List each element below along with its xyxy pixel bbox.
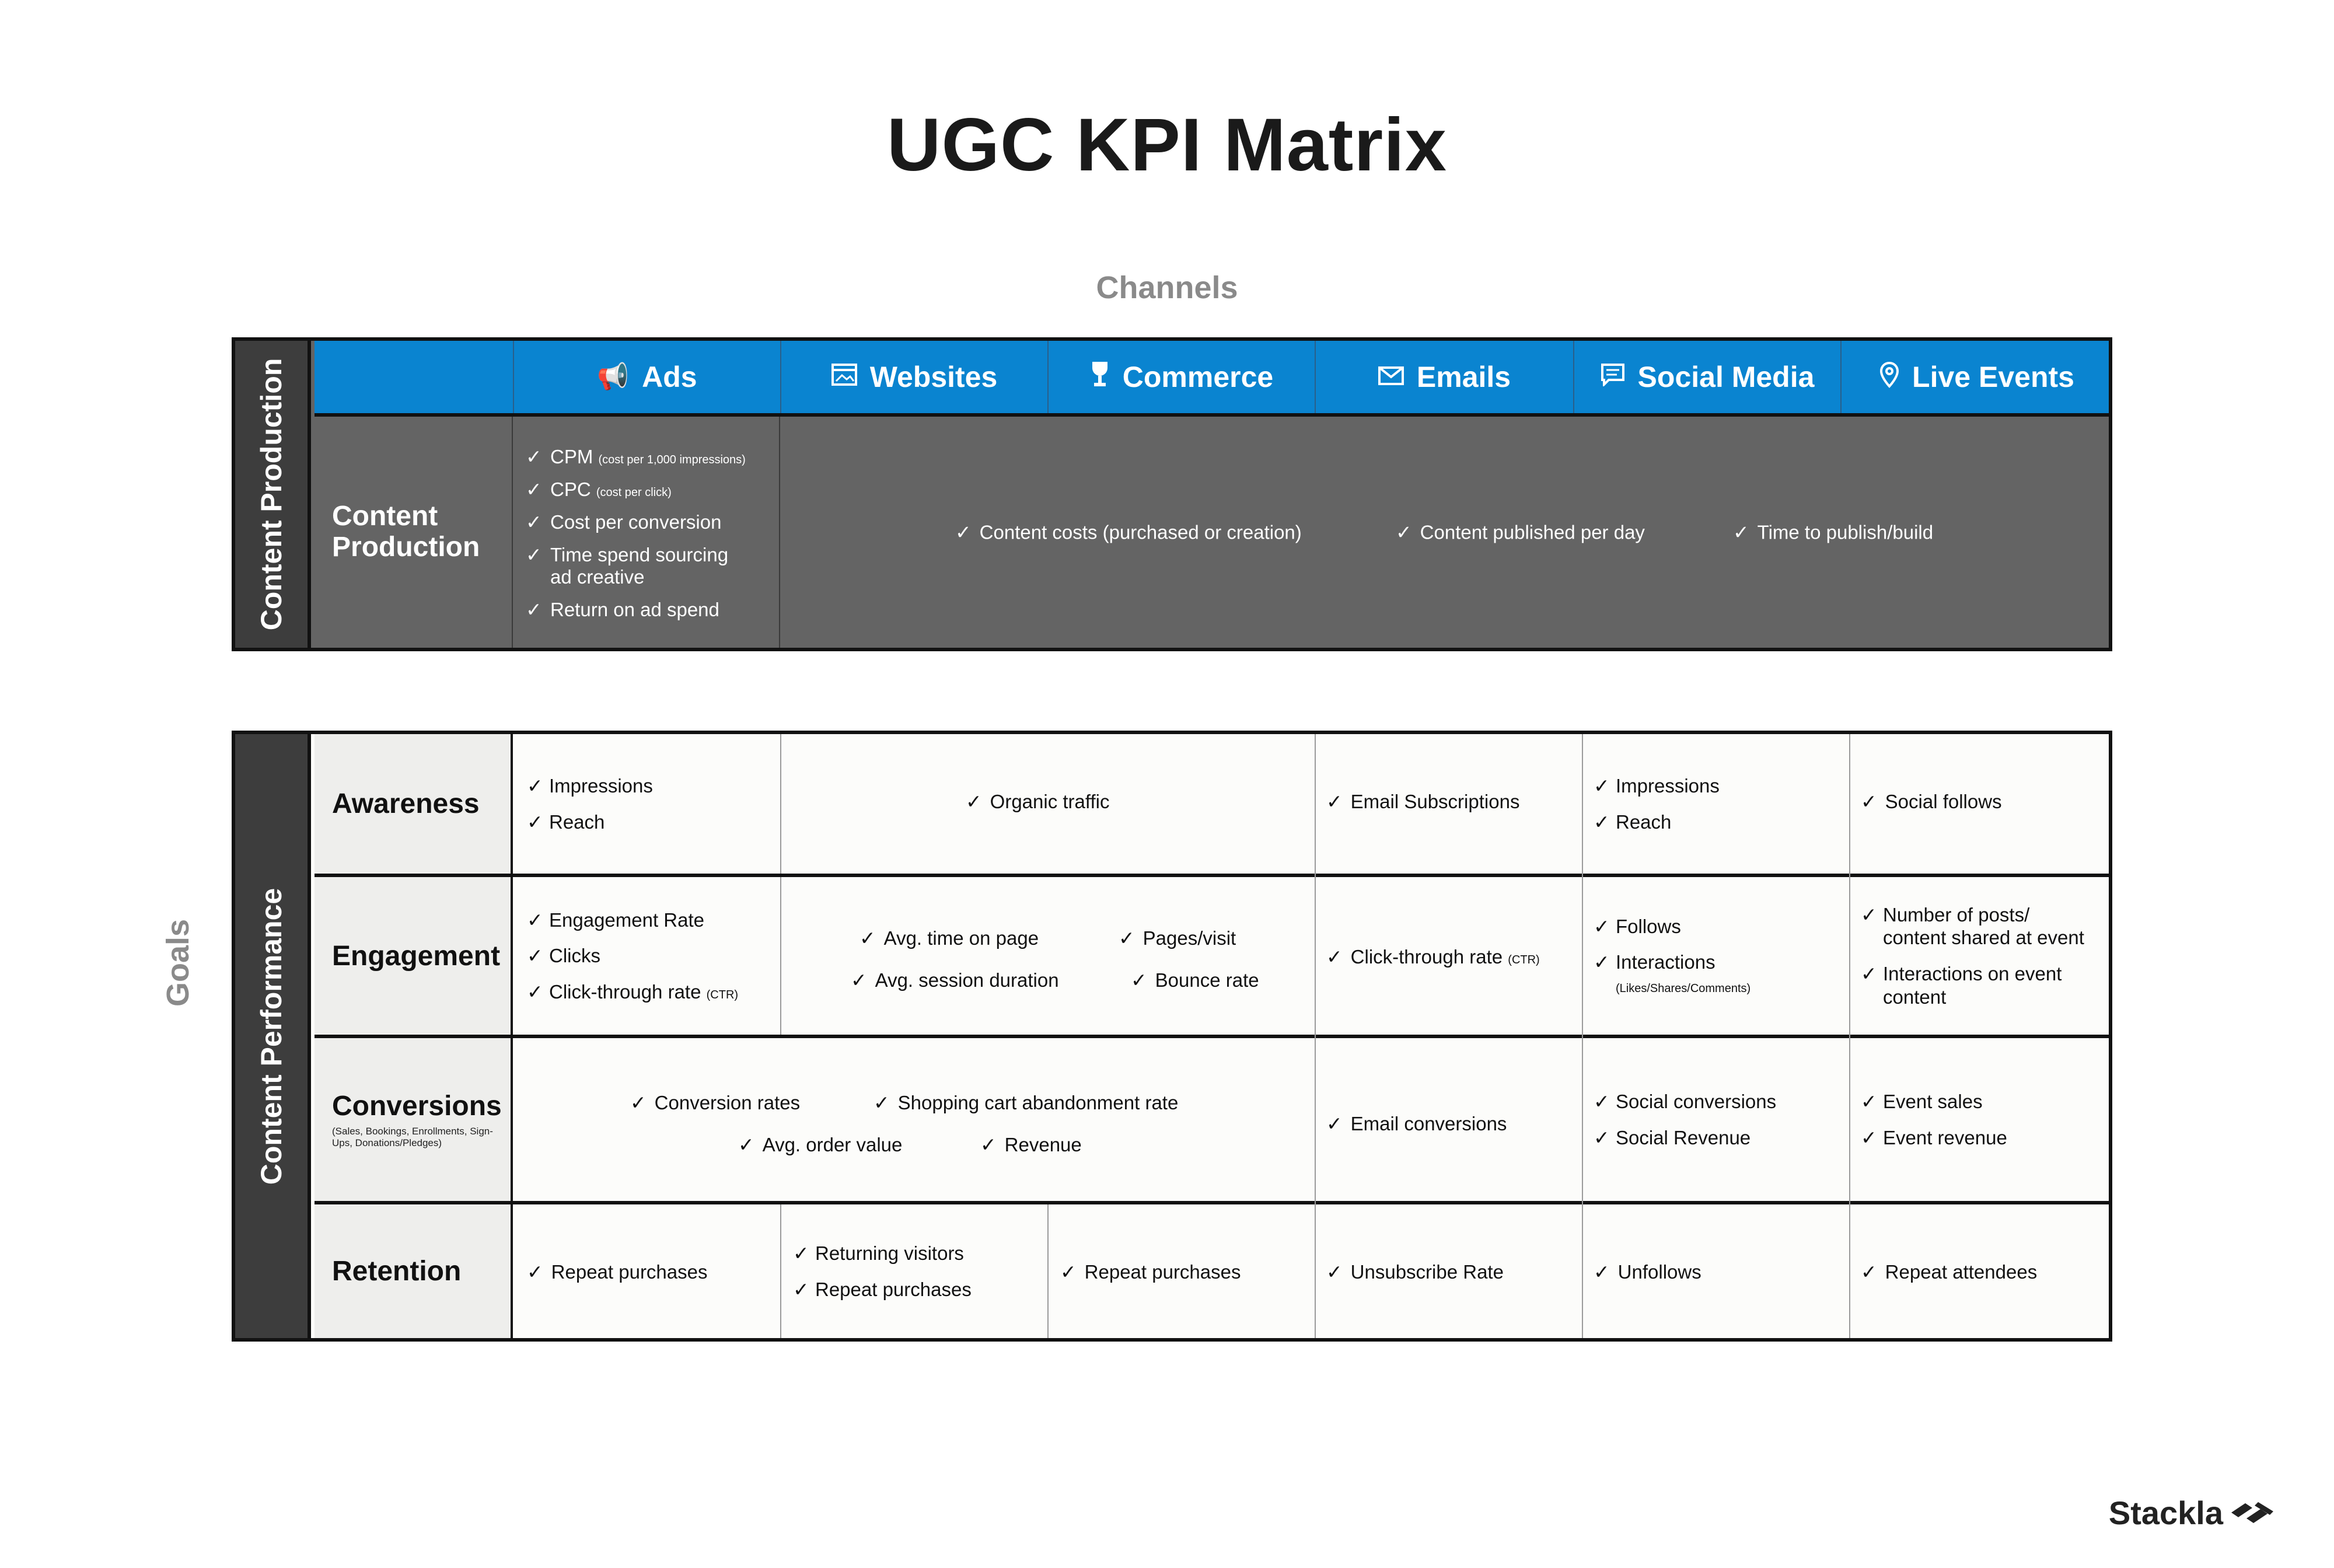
production-ads-cell: [513, 417, 780, 648]
browser-window-icon: [831, 364, 857, 390]
kpi-item: ✓ Content costs (purchased or creation): [955, 521, 1302, 543]
cell-conversions-events: [1861, 1038, 2112, 1201]
channel-label: Websites: [869, 361, 998, 393]
logo-text: Stackla: [2108, 1494, 2223, 1531]
channel-label: Live Events: [1912, 361, 2074, 393]
content-production-side-label: Content Production: [255, 358, 288, 631]
kpi-item-conversion-rates: ✓ Conversion rates: [630, 1092, 801, 1113]
channel-header-live-events: [1840, 341, 2112, 413]
content-production-side-bar: [235, 341, 311, 648]
cell-conversions-social: [1594, 1038, 1844, 1201]
content-performance-side-label: Content Performance: [255, 888, 288, 1185]
row-label-awareness: Awareness: [315, 734, 513, 874]
content-performance-side-bar: [235, 734, 311, 1338]
cell-awareness-social: [1594, 734, 1844, 874]
chat-bubble-icon: [1601, 363, 1625, 391]
content-production-row: [315, 417, 2109, 648]
cell-engagement-events: [1861, 877, 2112, 1035]
kpi-item: ✓ Clicks: [527, 944, 738, 968]
kpi-item: ✓ Return on ad spend: [526, 599, 773, 621]
label-line: Content: [332, 501, 438, 532]
cell-awareness-ads: [527, 734, 778, 874]
kpi-item-awareness-emails: ✓ Email Subscriptions: [1326, 791, 1520, 812]
kpi-item-avg-session-duration: ✓ Avg. session duration: [851, 969, 1059, 991]
kpi-item: ✓ Repeat purchases: [793, 1278, 972, 1301]
channel-label: Commerce: [1122, 361, 1274, 393]
map-pin-icon: [1879, 361, 1899, 393]
cell-retention-websites: [793, 1204, 1044, 1338]
kpi-item: ✓ Reach: [1594, 811, 1720, 834]
goals-heading: Goals: [160, 919, 195, 1007]
kpi-item-bounce-rate: ✓ Bounce rate: [1131, 969, 1259, 991]
stackla-logo: [2109, 1494, 2276, 1532]
column-divider: [780, 1204, 781, 1338]
kpi-item: ✓ CPM (cost per 1,000 impressions): [526, 446, 773, 468]
channel-label: Ads: [642, 361, 697, 393]
channel-header-social-media: [1573, 341, 1840, 413]
kpi-item-cart-abandonment: ✓ Shopping cart abandonment rate: [873, 1092, 1179, 1113]
channel-header-websites: [780, 341, 1047, 413]
kpi-item: ✓ Interactions on event content: [1861, 962, 2094, 1008]
kpi-item-awareness-websites-commerce: ✓ Organic traffic: [966, 791, 1110, 812]
kpi-item-retention-events: ✓ Repeat attendees: [1861, 1261, 2038, 1283]
content-production-table: [232, 337, 2112, 651]
page-title: UGC KPI Matrix: [887, 103, 1447, 187]
channel-label: Social Media: [1637, 361, 1815, 393]
content-performance-table: [232, 731, 2112, 1342]
column-divider: [1047, 1204, 1049, 1338]
kpi-item-conversions-emails: ✓ Email conversions: [1326, 1113, 1507, 1134]
kpi-item: ✓ CPC (cost per click): [526, 479, 773, 501]
row-label-retention: Retention: [315, 1204, 513, 1338]
kpi-item: ✓ Cost per conversion: [526, 511, 773, 533]
trophy-icon: [1090, 361, 1110, 393]
production-shared-cell: [780, 417, 2109, 648]
kpi-item-awareness-events: ✓ Social follows: [1861, 791, 2002, 812]
column-divider: [1315, 734, 1316, 1338]
kpi-item: ✓ Reach: [527, 811, 653, 834]
column-divider: [1849, 734, 1850, 1338]
kpi-item-avg-time-on-page: ✓ Avg. time on page: [859, 927, 1039, 949]
content-production-row-label: [315, 417, 513, 648]
column-divider: [780, 734, 781, 874]
row-label-conversions: Conversions (Sales, Bookings, Enrollments, Sign-Ups, Donations/Pledges): [315, 1038, 513, 1201]
kpi-item-avg-order-value: ✓ Avg. order value: [738, 1134, 903, 1155]
stackla-mark-icon: [2229, 1499, 2276, 1528]
kpi-item: ✓ Event revenue: [1861, 1126, 2007, 1150]
kpi-item: ✓ Click-through rate (CTR): [527, 980, 738, 1004]
label-line: Production: [332, 532, 480, 563]
column-divider: [1582, 734, 1583, 1338]
column-divider: [780, 877, 781, 1035]
cell-engagement-social: [1594, 877, 1844, 1035]
row-label-engagement: Engagement: [315, 877, 513, 1035]
kpi-item-engagement-emails: ✓ Click-through rate (CTR): [1326, 946, 1540, 968]
kpi-item: ✓ Interactions (Likes/Shares/Comments): [1594, 951, 1750, 997]
kpi-item: ✓ Impressions: [527, 774, 653, 798]
kpi-item: ✓ Content published per day: [1396, 521, 1645, 543]
kpi-item: ✓ Follows: [1594, 915, 1750, 938]
kpi-item: ✓ Social Revenue: [1594, 1126, 1776, 1150]
kpi-item-pages-visit: ✓ Pages/visit: [1119, 927, 1236, 949]
kpi-item: ✓ Returning visitors: [793, 1242, 972, 1265]
kpi-item-revenue: ✓ Revenue: [980, 1134, 1082, 1155]
channel-header-commerce: [1047, 341, 1315, 413]
channel-header-ads: [513, 341, 780, 413]
envelope-icon: [1378, 364, 1404, 390]
kpi-item: ✓ Event sales: [1861, 1090, 2007, 1113]
channel-header-emails: [1315, 341, 1573, 413]
kpi-item: ✓ Time spend sourcing ad creative: [526, 544, 747, 588]
kpi-item-retention-ads: ✓ Repeat purchases: [527, 1261, 708, 1283]
cell-engagement-ads: [527, 877, 778, 1035]
kpi-item-retention-social: ✓ Unfollows: [1594, 1261, 1701, 1283]
row-divider: [315, 1201, 2109, 1204]
kpi-item: ✓ Time to publish/build: [1733, 521, 1934, 543]
kpi-item: ✓ Engagement Rate: [527, 909, 738, 932]
channels-heading: Channels: [1096, 270, 1238, 305]
channel-label: Emails: [1416, 361, 1511, 393]
channel-header-row: [315, 341, 2109, 417]
megaphone-icon: 📢: [597, 362, 630, 391]
kpi-item-retention-commerce: ✓ Repeat purchases: [1060, 1261, 1241, 1283]
kpi-item: ✓ Number of posts/ content shared at event: [1861, 903, 2094, 949]
kpi-item: ✓ Impressions: [1594, 774, 1720, 798]
kpi-item-retention-emails: ✓ Unsubscribe Rate: [1326, 1261, 1504, 1283]
kpi-item: ✓ Social conversions: [1594, 1090, 1776, 1113]
